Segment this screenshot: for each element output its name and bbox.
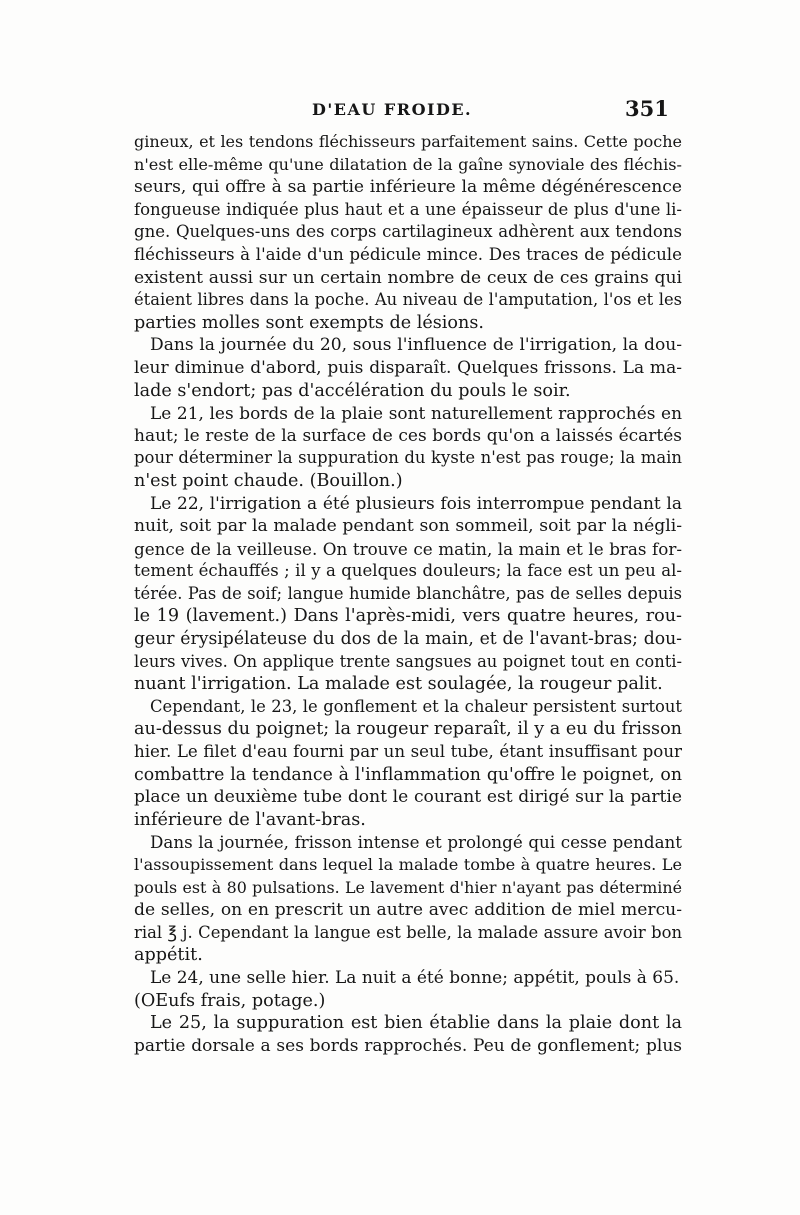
text-line: Le 25, la suppuration est bien établie dans la plaie dont la bbox=[150, 1013, 682, 1034]
text-line: place un deuxième tube dont le courant est dirigé sur la partie bbox=[134, 787, 682, 808]
text-line: hier. Le filet d'eau fourni par un seul tube, étant insuffisant pour bbox=[134, 742, 682, 762]
text-line: n'est point chaude. (Bouillon.) bbox=[134, 470, 403, 491]
text-line: partie dorsale a ses bords rapprochés. Peu de gonflement; plus bbox=[134, 1035, 682, 1056]
text-line: Dans la journée du 20, sous l'influence de l'irrigation, la dou- bbox=[150, 335, 682, 356]
text-line: Cependant, le 23, le gonflement et la chaleur persistent surtout bbox=[150, 696, 682, 716]
text-line: existent aussi sur un certain nombre de ceux de ces grains qui bbox=[134, 267, 682, 288]
text-line: haut; le reste de la surface de ces bords qu'on a laissés écartés bbox=[134, 425, 682, 446]
text-line: gne. Quelques-uns des corps cartilagineux adhèrent aux tendons bbox=[134, 222, 682, 242]
text-line: Le 24, une selle hier. La nuit a été bonne; appétit, pouls à 65. bbox=[150, 967, 680, 988]
text-line: étaient libres dans la poche. Au niveau de l'amputation, l'os et les bbox=[134, 290, 682, 310]
text-line: combattre la tendance à l'inflammation qu'offre le poignet, on bbox=[134, 764, 682, 785]
text-line: parties molles sont exempts de lésions. bbox=[134, 312, 484, 333]
page-number: 351 bbox=[625, 96, 669, 121]
text-line: pouls est à 80 pulsations. Le lavement d'hier n'ayant pas déterminé bbox=[134, 877, 682, 897]
body-text bbox=[134, 131, 682, 1057]
text-line: rial ℥ j. Cependant la langue est belle, la malade assure avoir bon bbox=[134, 922, 682, 942]
text-line: seurs, qui offre à sa partie inférieure la même dégénérescence bbox=[134, 177, 682, 198]
text-line: au-dessus du poignet; la rougeur reparaît, il y a eu du frisson bbox=[134, 719, 682, 740]
text-line: leur diminue d'abord, puis disparaît. Quelques frissons. La ma- bbox=[134, 357, 682, 378]
text-line: tement échauffés ; il y a quelques douleurs; la face est un peu al- bbox=[134, 561, 682, 581]
text-line: fléchisseurs à l'aide d'un pédicule mince. Des traces de pédicule bbox=[134, 244, 682, 264]
text-line: l'assoupissement dans lequel la malade tombe à quatre heures. Le bbox=[134, 855, 682, 874]
text-line: nuit, soit par la malade pendant son sommeil, soit par la négli- bbox=[134, 516, 682, 537]
text-line: fongueuse indiquée plus haut et a une épaisseur de plus d'une li- bbox=[134, 199, 682, 219]
running-head: D'EAU FROIDE. bbox=[312, 100, 473, 119]
text-line: le 19 (lavement.) Dans l'après-midi, vers quatre heures, rou- bbox=[134, 606, 682, 627]
text-line: gence de la veilleuse. On trouve ce matin, la main et le bras for- bbox=[134, 538, 682, 559]
text-line: geur érysipélateuse du dos de la main, et de l'avant-bras; dou- bbox=[134, 629, 682, 650]
text-line: lade s'endort; pas d'accélération du pouls le soir. bbox=[134, 380, 571, 401]
text-line: nuant l'irrigation. La malade est soulagée, la rougeur palit. bbox=[134, 674, 663, 695]
text-line: de selles, on en prescrit un autre avec addition de miel mercu- bbox=[134, 900, 682, 921]
text-line: pour déterminer la suppuration du kyste n'est pas rouge; la main bbox=[134, 448, 682, 468]
text-line: inférieure de l'avant-bras. bbox=[134, 809, 366, 830]
text-line: appétit. bbox=[134, 945, 203, 966]
text-line: Dans la journée, frisson intense et prolongé qui cesse pendant bbox=[150, 832, 682, 853]
text-line: Le 21, les bords de la plaie sont naturellement rapprochés en bbox=[150, 403, 682, 424]
text-line: gineux, et les tendons fléchisseurs parfaitement sains. Cette poche bbox=[134, 132, 682, 151]
text-line: (OEufs frais, potage.) bbox=[134, 990, 326, 1011]
text-line: térée. Pas de soif; langue humide blanchâtre, pas de selles depuis bbox=[134, 583, 682, 603]
page-header bbox=[0, 96, 800, 126]
text-line: n'est elle-même qu'une dilatation de la gaîne synoviale des fléchis- bbox=[134, 154, 682, 174]
text-line: Le 22, l'irrigation a été plusieurs fois interrompue pendant la bbox=[150, 493, 682, 514]
text-line: leurs vives. On applique trente sangsues au poignet tout en conti- bbox=[134, 651, 682, 671]
